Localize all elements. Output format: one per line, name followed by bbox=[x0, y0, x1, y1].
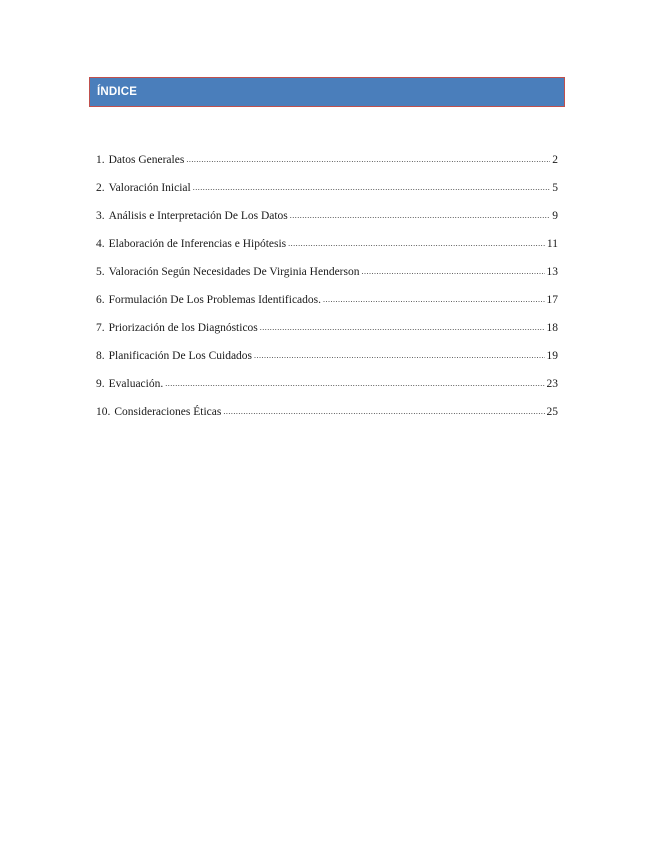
toc-entry-title: Formulación De Los Problemas Identificados. bbox=[108, 294, 322, 306]
toc-entry-title: Consideraciones Éticas bbox=[114, 406, 222, 418]
toc-entry-title: Valoración Según Necesidades De Virginia Henderson bbox=[108, 266, 360, 278]
toc-entry-title: Datos Generales bbox=[108, 154, 185, 166]
toc-entry[interactable] bbox=[96, 178, 558, 206]
toc-entry-title: Planificación De Los Cuidados bbox=[108, 350, 253, 362]
toc-entry-page: 9 bbox=[552, 210, 558, 222]
toc-dot-leader bbox=[165, 374, 544, 394]
toc-dot-leader bbox=[186, 150, 550, 170]
toc-entry[interactable] bbox=[96, 234, 558, 262]
toc-entry[interactable] bbox=[96, 150, 558, 178]
toc-entry-number: 4. bbox=[96, 238, 105, 250]
toc-entry-number: 2. bbox=[96, 182, 105, 194]
index-heading: ÍNDICE bbox=[97, 86, 138, 98]
toc-dot-leader bbox=[193, 178, 551, 198]
toc-entry-page: 18 bbox=[546, 322, 558, 334]
toc-entry-title: Elaboración de Inferencias e Hipótesis bbox=[108, 238, 287, 250]
toc-entry-page: 13 bbox=[546, 266, 558, 278]
toc-entry-number: 9. bbox=[96, 378, 105, 390]
toc-dot-leader bbox=[223, 402, 544, 422]
toc-entry[interactable] bbox=[96, 346, 558, 374]
toc-dot-leader bbox=[254, 346, 544, 366]
toc-entry-number: 7. bbox=[96, 322, 105, 334]
toc-entry-page: 19 bbox=[546, 350, 558, 362]
toc-entry-page: 5 bbox=[552, 182, 558, 194]
index-heading-box bbox=[89, 77, 565, 107]
toc-entry-title: Valoración Inicial bbox=[108, 182, 191, 194]
toc-entry[interactable] bbox=[96, 290, 558, 318]
toc-entry-number: 5. bbox=[96, 266, 105, 278]
toc-entry[interactable] bbox=[96, 318, 558, 346]
toc-entry-title: Análisis e Interpretación De Los Datos bbox=[108, 210, 288, 222]
toc-dot-leader bbox=[323, 290, 544, 310]
toc-entry-page: 17 bbox=[546, 294, 558, 306]
toc-entry-page: 25 bbox=[546, 406, 558, 418]
toc-entry-number: 10. bbox=[96, 406, 111, 418]
toc-entry-title: Priorización de los Diagnósticos bbox=[108, 322, 258, 334]
toc-dot-leader bbox=[260, 318, 545, 338]
toc-entry-page: 11 bbox=[546, 238, 558, 250]
toc-entry-number: 8. bbox=[96, 350, 105, 362]
toc-entry-number: 6. bbox=[96, 294, 105, 306]
toc-entry-page: 2 bbox=[552, 154, 558, 166]
toc-dot-leader bbox=[361, 262, 544, 282]
toc-entry[interactable] bbox=[96, 206, 558, 234]
toc-dot-leader bbox=[288, 234, 545, 254]
toc-entry-title: Evaluación. bbox=[108, 378, 164, 390]
toc-entry[interactable] bbox=[96, 374, 558, 402]
toc-entry[interactable] bbox=[96, 262, 558, 290]
toc-entry-page: 23 bbox=[546, 378, 558, 390]
toc-entry[interactable] bbox=[96, 402, 558, 430]
table-of-contents bbox=[96, 150, 558, 430]
toc-entry-number: 1. bbox=[96, 154, 105, 166]
toc-dot-leader bbox=[290, 206, 550, 226]
toc-entry-number: 3. bbox=[96, 210, 105, 222]
